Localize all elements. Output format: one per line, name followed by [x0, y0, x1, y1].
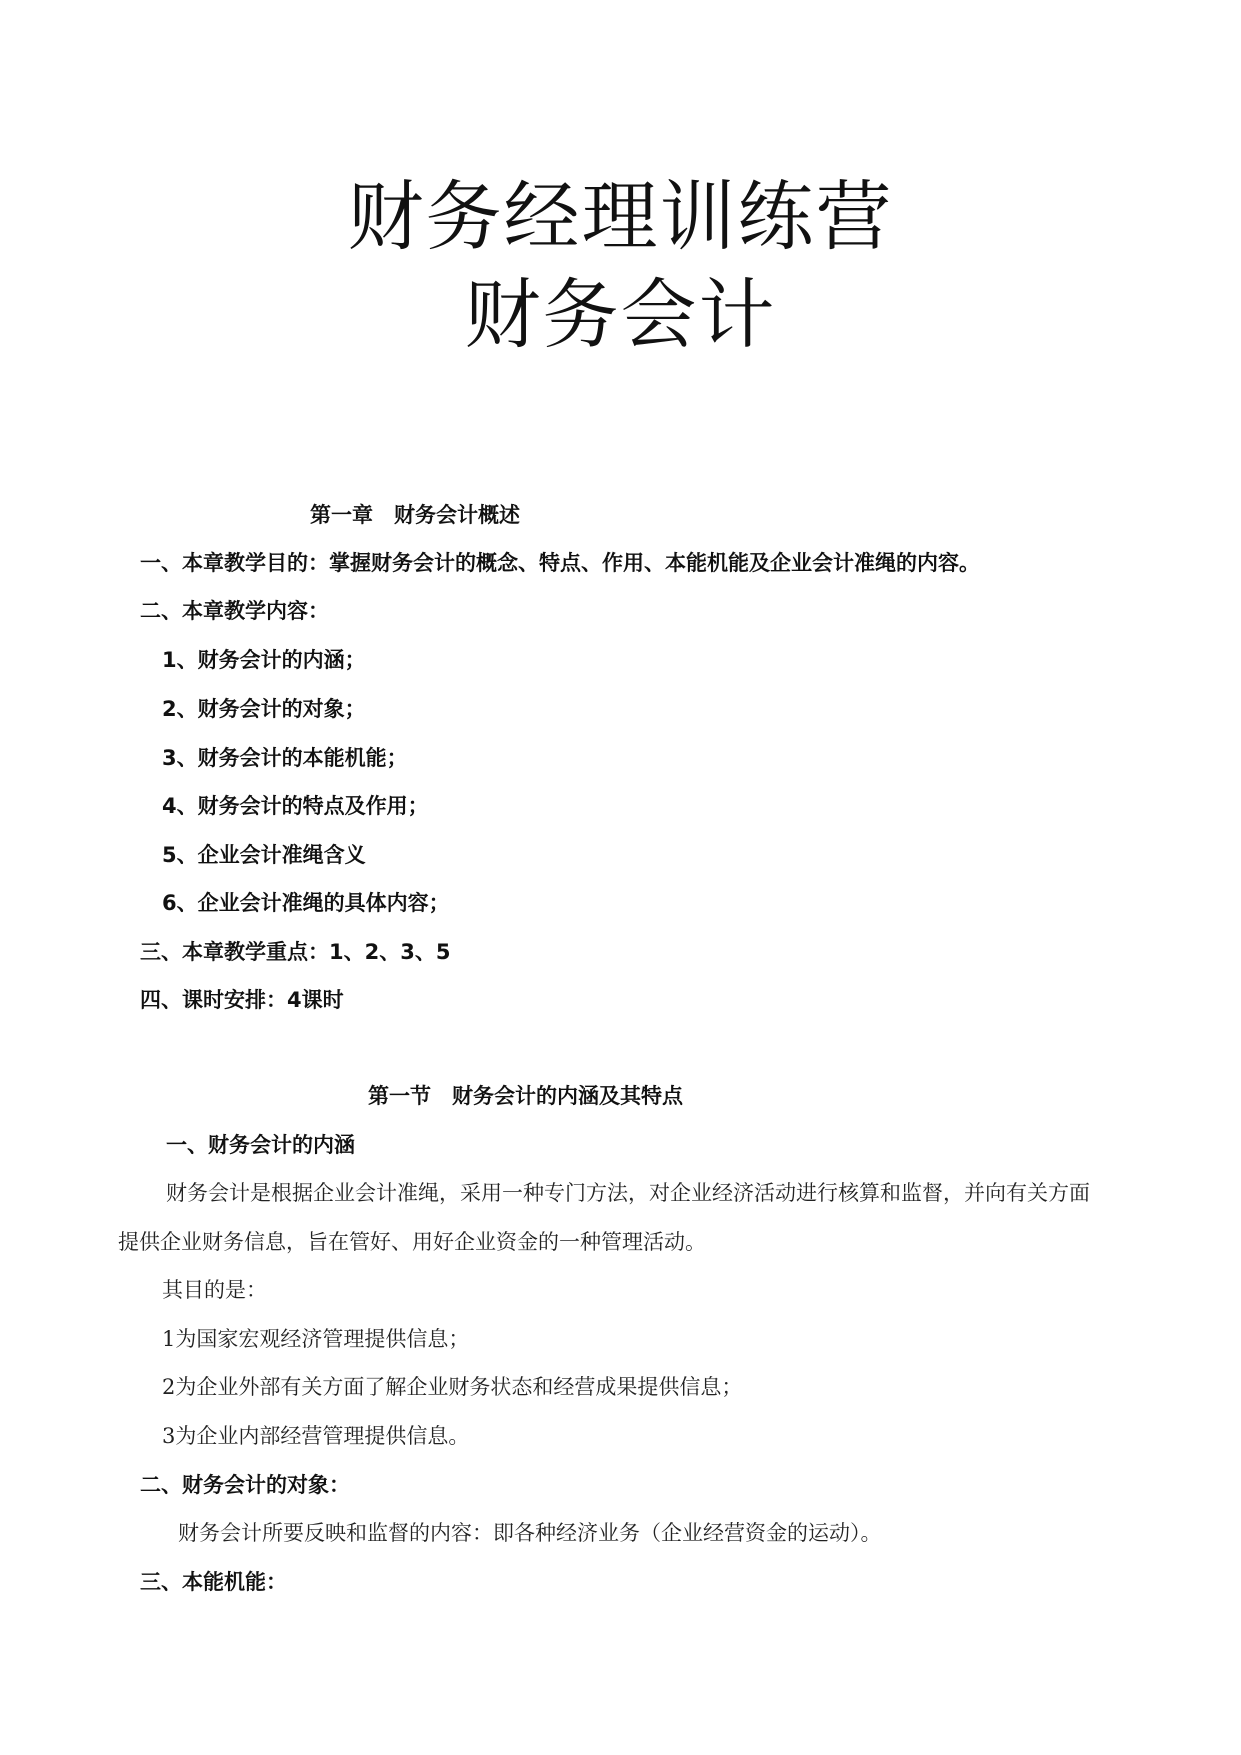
key-points: 三、本章教学重点：1、2、3、5 [140, 940, 451, 964]
teaching-objectives: 一、本章教学目的：掌握财务会计的概念、特点、作用、本能机能及企业会计准绳的内容。 [140, 551, 980, 575]
purpose-item: 1为国家宏观经济管理提供信息； [162, 1327, 470, 1351]
class-hours: 四、课时安排：4课时 [140, 988, 344, 1012]
content-item: 2、财务会计的对象； [162, 697, 366, 721]
content-item: 1、财务会计的内涵； [162, 648, 366, 672]
section-heading: 第一节 财务会计的内涵及其特点 [368, 1084, 683, 1108]
purpose-intro: 其目的是： [162, 1278, 267, 1302]
content-item: 6、企业会计准绳的具体内容； [162, 891, 450, 915]
paragraph-line: 提供企业财务信息，旨在管好、用好企业资金的一种管理活动。 [118, 1230, 706, 1254]
paragraph-line: 财务会计所要反映和监督的内容：即各种经济业务（企业经营资金的运动）。 [178, 1521, 882, 1545]
subsection-heading: 二、财务会计的对象： [140, 1473, 350, 1497]
paragraph-line: 财务会计是根据企业会计准绳，采用一种专门方法，对企业经济活动进行核算和监督，并向有关方面 [166, 1181, 1090, 1205]
chapter-heading: 第一章 财务会计概述 [310, 503, 520, 527]
purpose-item: 3为企业内部经营管理提供信息。 [162, 1424, 470, 1448]
subsection-heading: 一、财务会计的内涵 [166, 1133, 355, 1157]
subsection-heading: 三、本能机能： [140, 1570, 287, 1594]
content-item: 4、财务会计的特点及作用； [162, 794, 429, 818]
document-subtitle: 财务会计 [464, 270, 777, 359]
purpose-item: 2为企业外部有关方面了解企业财务状态和经营成果提供信息； [162, 1375, 743, 1399]
document-title: 财务经理训练营 [347, 172, 894, 261]
content-item: 3、财务会计的本能机能； [162, 746, 408, 770]
content-heading: 二、本章教学内容： [140, 599, 329, 623]
content-item: 5、企业会计准绳含义 [162, 843, 366, 867]
